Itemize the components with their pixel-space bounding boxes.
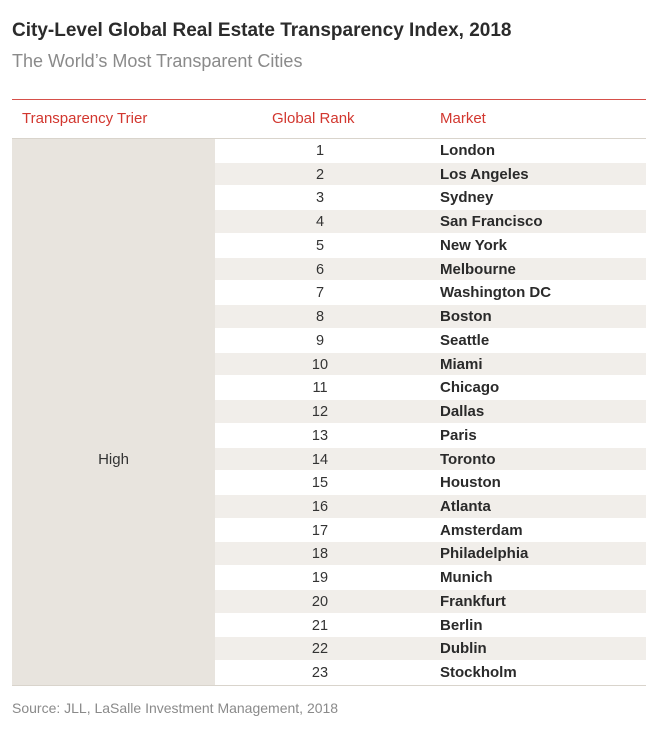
table-row — [215, 234, 646, 258]
table-row — [215, 448, 646, 472]
rank-cell: 23 — [311, 665, 329, 682]
table-row — [215, 186, 646, 210]
table-row — [215, 329, 646, 353]
table-body — [215, 139, 646, 685]
table-row — [215, 353, 646, 377]
table-row — [215, 495, 646, 519]
tier-label: High — [98, 451, 129, 468]
market-cell: Chicago — [440, 379, 500, 397]
rank-cell: 5 — [315, 237, 325, 254]
market-cell: Philadelphia — [440, 545, 529, 563]
rank-cell: 9 — [315, 332, 325, 349]
table-row — [215, 661, 646, 685]
source-note: Source: JLL, LaSalle Investment Management, 2018 — [12, 700, 339, 716]
table-row — [215, 400, 646, 424]
tier-cell — [12, 139, 215, 685]
rank-cell: 11 — [312, 380, 328, 397]
table-row — [215, 542, 646, 566]
rank-cell: 16 — [311, 499, 329, 516]
table-row — [215, 614, 646, 638]
table-row — [215, 139, 646, 163]
rank-cell: 13 — [311, 427, 329, 444]
rank-cell: 10 — [311, 356, 329, 373]
market-cell: Atlanta — [440, 498, 491, 516]
market-cell: Toronto — [440, 450, 496, 468]
table-row — [215, 210, 646, 234]
rank-cell: 6 — [315, 261, 325, 278]
bottom-divider — [12, 685, 646, 686]
header-transparency-tier: Transparency Trier — [22, 110, 148, 127]
table-row — [215, 305, 646, 329]
market-cell: Los Angeles — [440, 165, 529, 183]
rank-cell: 3 — [315, 190, 325, 207]
market-cell: Frankfurt — [440, 592, 506, 610]
table-row — [215, 519, 646, 543]
market-cell: Munich — [440, 569, 493, 587]
rank-cell: 8 — [315, 309, 325, 326]
table-row — [215, 590, 646, 614]
rank-cell: 4 — [315, 214, 325, 231]
page-subtitle: The World’s Most Transparent Cities — [12, 51, 303, 71]
table-row — [215, 376, 646, 400]
header-global-rank: Global Rank — [272, 110, 355, 127]
rank-cell: 22 — [311, 641, 329, 658]
rank-cell: 2 — [315, 166, 325, 183]
rank-cell: 19 — [311, 570, 329, 587]
table-row — [215, 471, 646, 495]
rank-cell: 14 — [311, 451, 329, 468]
market-cell: New York — [440, 236, 507, 254]
rank-cell: 15 — [311, 475, 329, 492]
header-market: Market — [440, 110, 486, 127]
rank-cell: 20 — [311, 593, 329, 610]
table-row — [215, 163, 646, 187]
market-cell: Berlin — [440, 616, 483, 634]
table-row — [215, 258, 646, 282]
table-header-row — [12, 100, 646, 138]
market-cell: Melbourne — [440, 260, 516, 278]
table-row — [215, 424, 646, 448]
rank-cell: 1 — [315, 143, 325, 159]
market-cell: San Francisco — [440, 213, 543, 231]
table-row — [215, 281, 646, 305]
page-title: City-Level Global Real Estate Transparency Index, 2018 — [12, 20, 512, 41]
rank-cell: 12 — [311, 404, 329, 421]
market-cell: Amsterdam — [440, 521, 523, 539]
rank-cell: 7 — [315, 285, 325, 302]
market-cell: Seattle — [440, 331, 490, 349]
market-cell: Stockholm — [440, 664, 517, 682]
market-cell: Boston — [440, 308, 492, 326]
market-cell: Dallas — [440, 403, 485, 421]
market-cell: Houston — [440, 474, 501, 492]
market-cell: Miami — [440, 355, 483, 373]
table-row — [215, 566, 646, 590]
market-cell: London — [440, 142, 495, 159]
market-cell: Dublin — [440, 640, 487, 658]
table-row — [215, 637, 646, 661]
rank-cell: 18 — [311, 546, 329, 563]
rank-cell: 17 — [311, 522, 329, 539]
market-cell: Sydney — [440, 189, 494, 207]
rank-cell: 21 — [311, 617, 329, 634]
market-cell: Washington DC — [440, 284, 552, 302]
market-cell: Paris — [440, 426, 477, 444]
